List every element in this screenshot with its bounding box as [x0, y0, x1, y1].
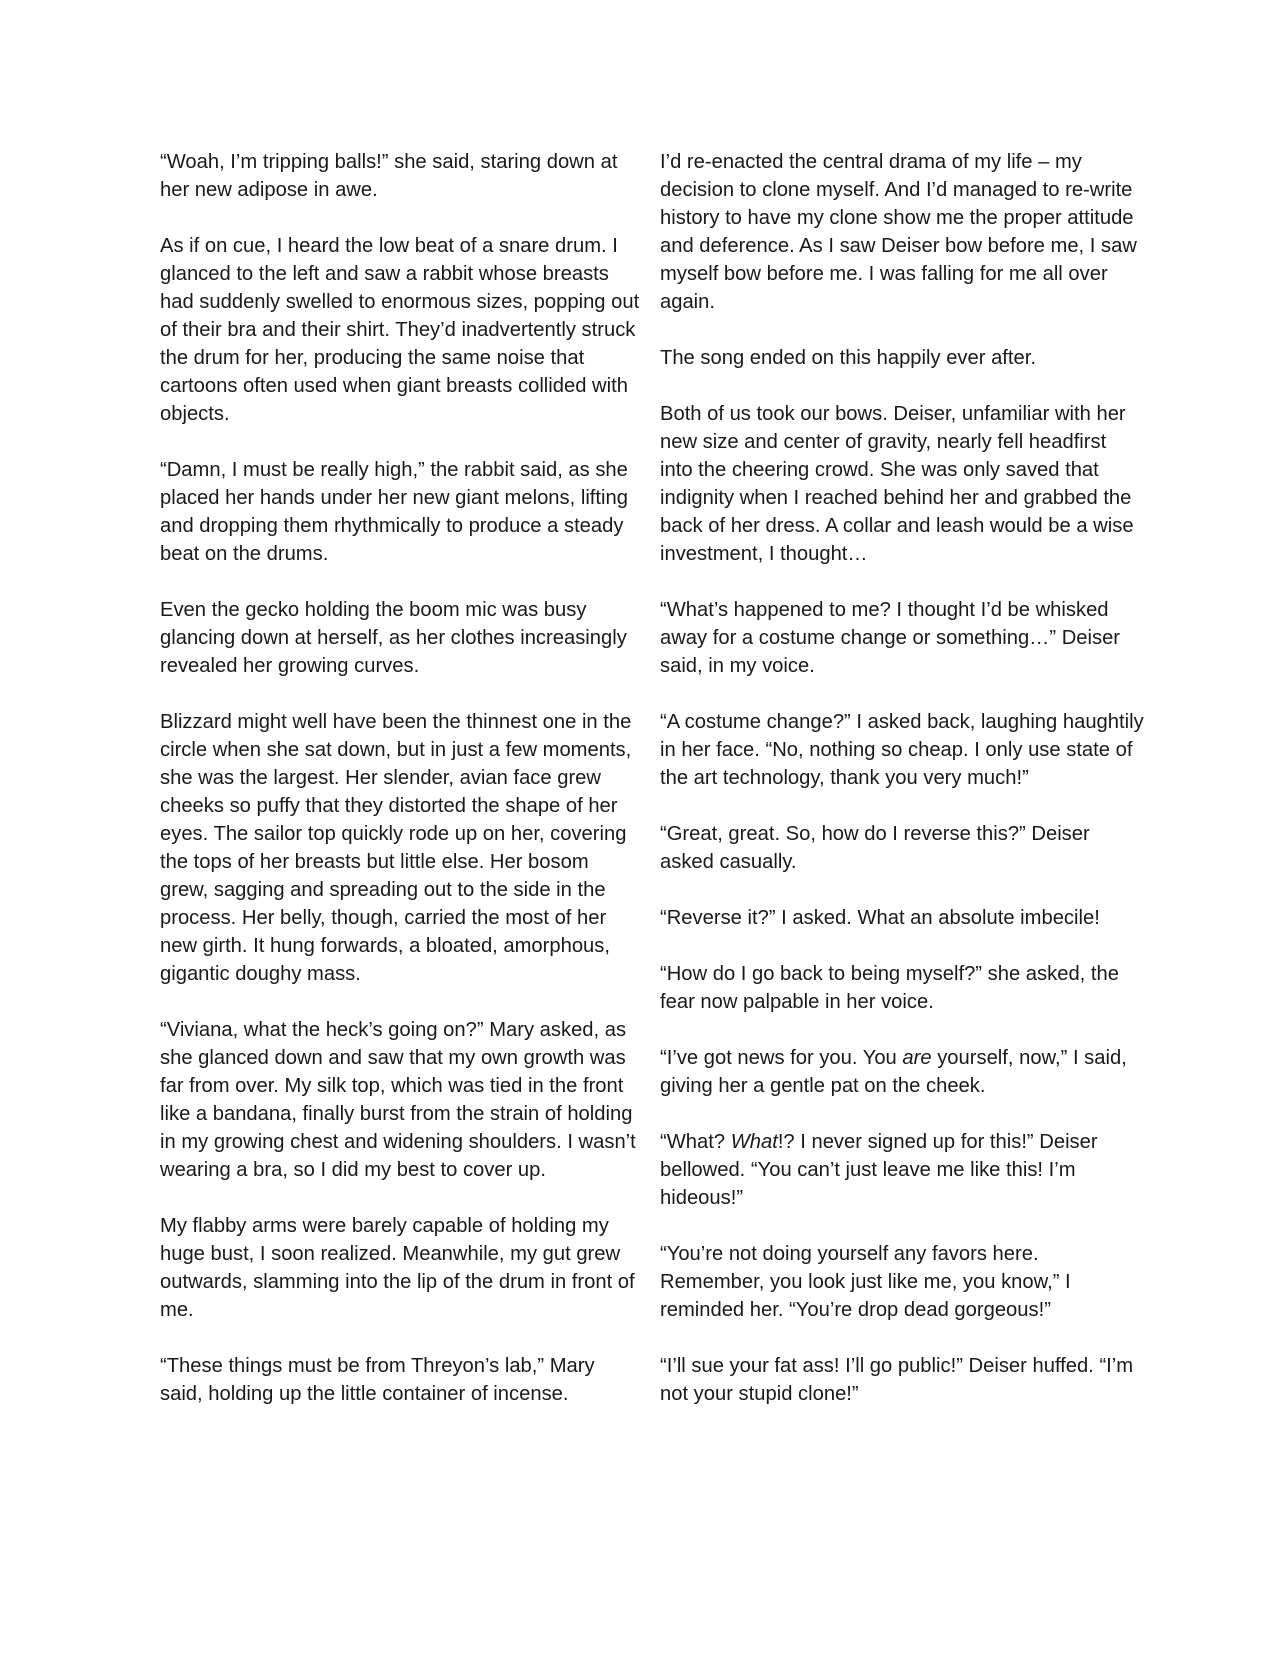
emphasis-text: are	[902, 1047, 932, 1069]
paragraph: I’d re-enacted the central drama of my life – my decision to clone myself. And I’d managed to re-write history to have my clone show me the proper attitude and deference. As I saw Deiser bow before me, I saw myself bow before me. I was falling for me all over again.	[660, 151, 1137, 313]
paragraph: “A costume change?” I asked back, laughing haughtily in her face. “No, nothing so cheap. I only use state of the art technology, thank you very much!”	[660, 711, 1144, 789]
paragraph: “Great, great. So, how do I reverse this?” Deiser asked casually.	[660, 823, 1090, 873]
paragraph: My flabby arms were barely capable of holding my huge bust, I soon realized. Meanwhile, my gut grew outwards, slamming into the lip of the drum in front of me.	[160, 1215, 635, 1321]
paragraph: “Woah, I’m tripping balls!” she said, staring down at her new adipose in awe.	[160, 151, 618, 201]
text-span: “What?	[660, 1131, 731, 1153]
paragraph: “How do I go back to being myself?” she asked, the fear now palpable in her voice.	[660, 963, 1119, 1013]
paragraph: Even the gecko holding the boom mic was busy glancing down at herself, as her clothes increasingly revealed her growing curves.	[160, 599, 627, 677]
right-column	[660, 148, 1144, 1408]
paragraph: Blizzard might well have been the thinnest one in the circle when she sat down, but in just a few moments, she was the largest. Her slender, avian face grew cheeks so puffy that they distorted the shape of her eyes. The sailor top quickly rode up on her, covering the tops of her breasts but little else. Her bosom grew, sagging and spreading out to the side in the process. Her belly, though, carried the most of her new girth. It hung forwards, a bloated, amorphous, gigantic doughy mass.	[160, 711, 632, 985]
paragraph: “What’s happened to me? I thought I’d be whisked away for a costume change or something…” Deiser said, in my voice.	[660, 599, 1121, 677]
paragraph: “Viviana, what the heck’s going on?” Mary asked, as she glanced down and saw that my own growth was far from over. My silk top, which was tied in the front like a bandana, finally burst from the strain of holding in my growing chest and widening shoulders. I wasn’t wearing a bra, so I did my best to cover up.	[160, 1019, 636, 1181]
paragraph: “Reverse it?” I asked. What an absolute imbecile!	[660, 907, 1100, 929]
paragraph	[660, 1128, 1144, 1212]
left-column	[160, 148, 640, 1408]
text-span: !? I never signed up for this!” Deiser bellowed. “You can’t just leave me like this! I’m hideous!”	[660, 1131, 1098, 1209]
paragraph: “You’re not doing yourself any favors here. Remember, you look just like me, you know,” I reminded her. “You’re drop dead gorgeous!”	[660, 1243, 1071, 1321]
paragraph: “Damn, I must be really high,” the rabbit said, as she placed her hands under her new giant melons, lifting and dropping them rhythmically to produce a steady beat on the drums.	[160, 459, 628, 565]
text-span: yourself, now,” I said, giving her a gentle pat on the cheek.	[660, 1047, 1127, 1097]
paragraph: Both of us took our bows. Deiser, unfamiliar with her new size and center of gravity, nearly fell headfirst into the cheering crowd. She was only saved that indignity when I reached behind her and grabbed the back of her dress. A collar and leash would be a wise investment, I thought…	[660, 403, 1134, 565]
paragraph: “I’ll sue your fat ass! I’ll go public!” Deiser huffed. “I’m not your stupid clone!”	[660, 1355, 1134, 1405]
paragraph: The song ended on this happily ever after.	[660, 347, 1036, 369]
paragraph: As if on cue, I heard the low beat of a snare drum. I glanced to the left and saw a rabbit whose breasts had suddenly swelled to enormous sizes, popping out of their bra and their shirt. They’d inadvertently struck the drum for her, producing the same noise that cartoons often used when giant breasts collided with objects.	[160, 235, 640, 425]
emphasis-text: What	[730, 1131, 778, 1153]
paragraph: “These things must be from Threyon’s lab,” Mary said, holding up the little container of incense.	[160, 1355, 595, 1405]
paragraph	[660, 1044, 1144, 1100]
text-span: “I’ve got news for you. You	[660, 1047, 903, 1069]
